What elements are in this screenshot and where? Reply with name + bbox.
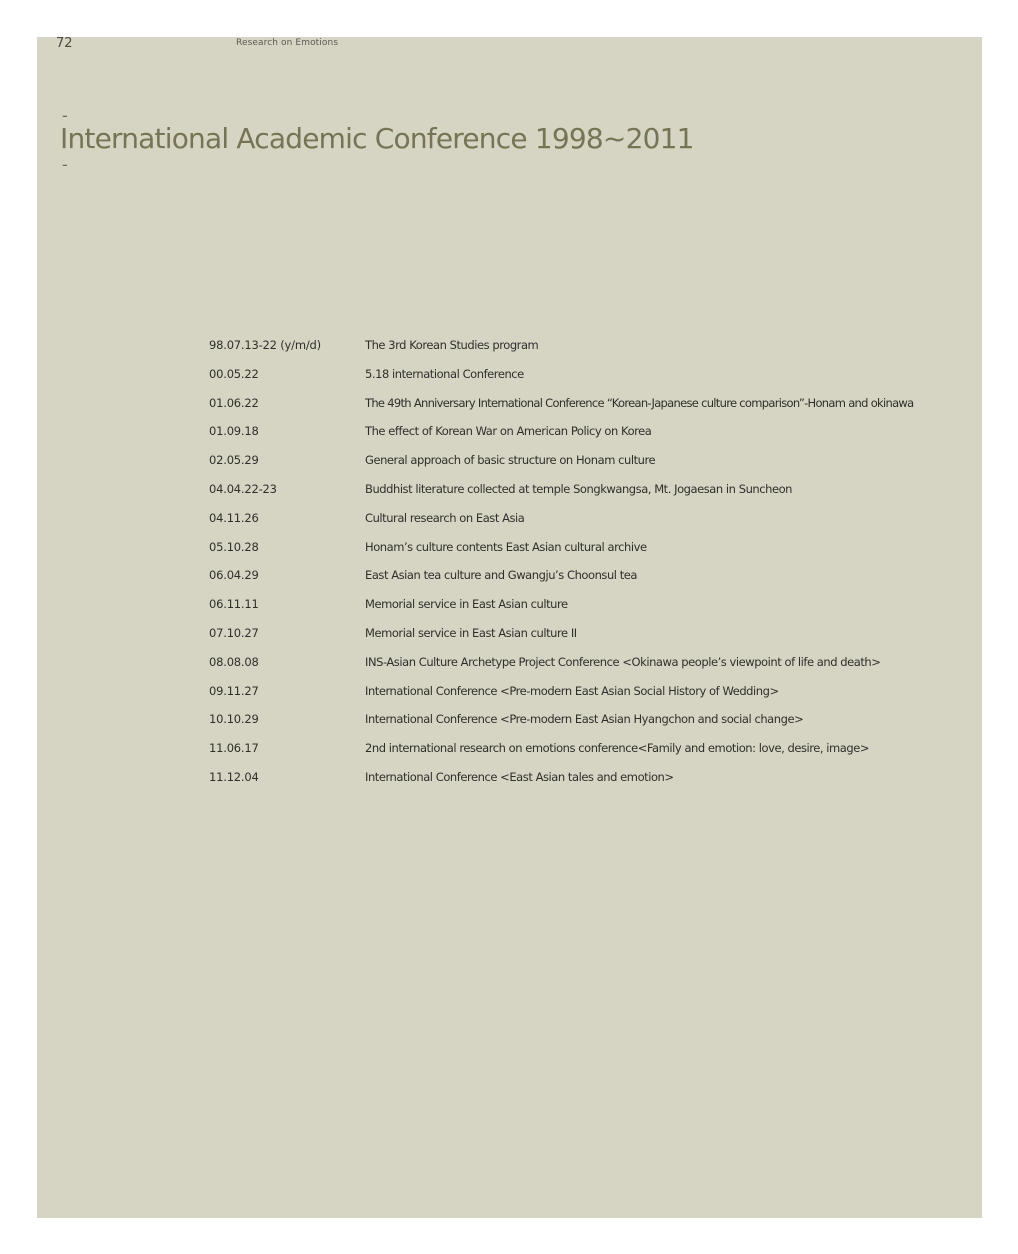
event-title: 5.18 international Conference xyxy=(365,366,524,381)
event-date: 04.11.26 xyxy=(209,510,259,525)
running-header: Research on Emotions xyxy=(236,38,339,48)
event-title: Memorial service in East Asian culture II xyxy=(365,625,577,640)
event-date: 05.10.28 xyxy=(209,539,259,554)
page-title: International Academic Conference 1998~2011 xyxy=(60,122,694,155)
title-dash-top: - xyxy=(62,106,68,125)
event-title: General approach of basic structure on Honam culture xyxy=(365,453,656,468)
event-title: International Conference <Pre-modern East Asian Hyangchon and social change> xyxy=(365,712,804,727)
list-item xyxy=(209,396,969,425)
event-date: 09.11.27 xyxy=(209,683,259,698)
event-title: The 49th Anniversary International Conference “Korean-Japanese culture comparison”-Honam and okinawa xyxy=(365,395,914,410)
list-item xyxy=(209,482,969,511)
page-number: 72 xyxy=(56,36,73,51)
event-date: 06.11.11 xyxy=(209,597,259,612)
title-dash-bottom: - xyxy=(62,155,68,174)
list-item xyxy=(209,684,969,713)
list-item xyxy=(209,626,969,655)
list-item xyxy=(209,424,969,453)
list-item xyxy=(209,712,969,741)
list-item xyxy=(209,338,969,367)
list-item xyxy=(209,770,969,799)
event-date: 02.05.29 xyxy=(209,453,259,468)
event-date: 98.07.13-22 (y/m/d) xyxy=(209,338,321,352)
event-date: 10.10.29 xyxy=(209,712,259,727)
event-title: East Asian tea culture and Gwangju’s Choonsul tea xyxy=(365,568,638,583)
list-item xyxy=(209,741,969,770)
list-item xyxy=(209,540,969,569)
event-date: 01.06.22 xyxy=(209,395,259,410)
list-item xyxy=(209,655,969,684)
event-title: Cultural research on East Asia xyxy=(365,510,525,525)
event-title: 2nd international research on emotions conference<Family and emotion: love, desire, image> xyxy=(365,741,870,756)
event-date: 07.10.27 xyxy=(209,625,259,640)
event-title: Honam’s culture contents East Asian cultural archive xyxy=(365,539,647,554)
event-date: 04.04.22-23 xyxy=(209,481,277,496)
event-title: The 3rd Korean Studies program xyxy=(365,338,539,352)
event-date: 01.09.18 xyxy=(209,424,259,439)
event-title: International Conference <East Asian tales and emotion> xyxy=(365,769,674,784)
event-title: The effect of Korean War on American Policy on Korea xyxy=(365,424,652,439)
event-date: 11.06.17 xyxy=(209,741,259,756)
event-title: International Conference <Pre-modern East Asian Social History of Wedding> xyxy=(365,683,779,698)
list-item xyxy=(209,597,969,626)
event-title: Memorial service in East Asian culture xyxy=(365,597,568,612)
event-title: Buddhist literature collected at temple Songkwangsa, Mt. Jogaesan in Suncheon xyxy=(365,481,793,496)
event-date: 11.12.04 xyxy=(209,769,259,784)
list-item xyxy=(209,453,969,482)
list-item xyxy=(209,367,969,396)
event-date: 08.08.08 xyxy=(209,654,259,669)
conference-list xyxy=(209,338,969,799)
event-date: 00.05.22 xyxy=(209,366,259,381)
event-title: INS-Asian Culture Archetype Project Conference <Okinawa people’s viewpoint of life and death> xyxy=(365,654,881,669)
list-item xyxy=(209,511,969,540)
event-date: 06.04.29 xyxy=(209,568,259,583)
list-item xyxy=(209,568,969,597)
